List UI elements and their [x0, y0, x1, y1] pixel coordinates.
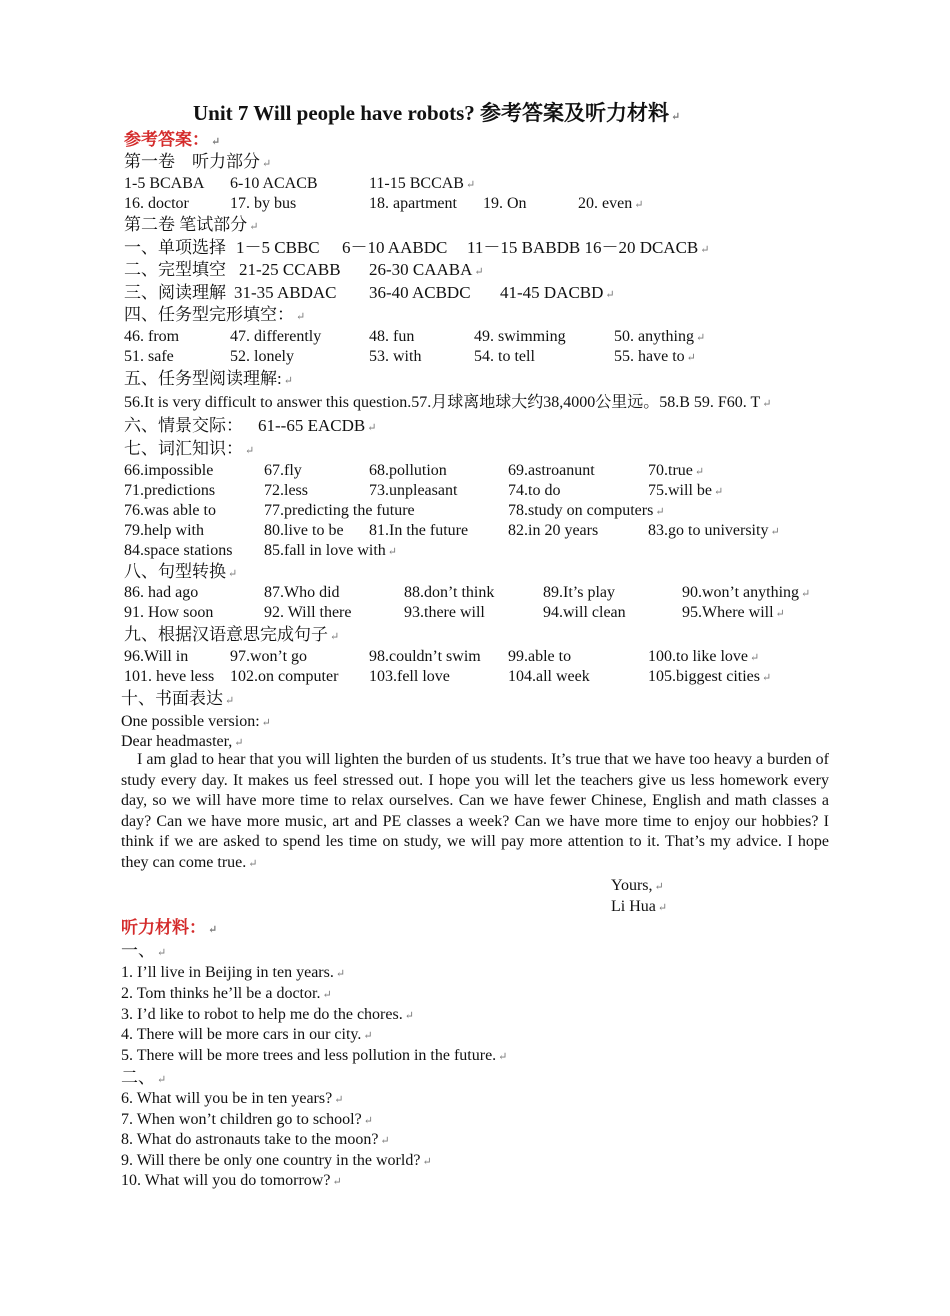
answer-cell: 99.able to [508, 648, 572, 665]
answer-cell: 53. with [369, 348, 422, 365]
script-line: 5. There will be more trees and less pollution in the future. ↵ [121, 1046, 507, 1067]
script-line: 8. What do astronauts take to the moon? ↵ [121, 1130, 390, 1151]
vocab-row-2 [124, 481, 824, 501]
listening-row-2 [124, 194, 824, 214]
section-label: 二、完型填空 [124, 260, 226, 279]
answer-cell: 97.won’t go [230, 648, 308, 665]
answer-cell: 103.fell love [369, 668, 450, 685]
answer-cell: 11-15 BCCAB ↵ [369, 174, 475, 195]
writing-closing: Yours, ↵ [611, 876, 664, 897]
document-title: Unit 7 Will people have robots? 参考答案及听力材料 ↵ [193, 100, 680, 130]
vocab-row-1 [124, 461, 824, 481]
writing-body [121, 750, 829, 875]
answer-cell: 91. How soon [124, 604, 214, 621]
answer-cell: 88.don’t think [404, 584, 495, 601]
answer-cell: 1－5 CBBC [236, 238, 320, 257]
transform-row-2 [124, 603, 824, 623]
complete-row-1 [124, 647, 824, 667]
task-cloze-row-1 [124, 327, 824, 347]
answer-cell: 100.to like love ↵ [648, 647, 759, 668]
answer-cell: 73.unpleasant [369, 482, 458, 499]
answer-cell: 95.Where will ↵ [682, 603, 785, 624]
answer-cell: 6-10 ACACB [230, 175, 318, 192]
writing-version: One possible version: ↵ [121, 712, 271, 733]
script-line: 2. Tom thinks he’ll be a doctor. ↵ [121, 984, 332, 1005]
section-label: 三、阅读理解 [124, 283, 226, 302]
script-line: 4. There will be more cars in our city. ↵ [121, 1025, 373, 1046]
answer-cell: 92. Will there [264, 604, 352, 621]
answer-cell: 80.live to be [264, 522, 344, 539]
answer-cell: 47. differently [230, 328, 322, 345]
answer-cell: 61--65 EACDB ↵ [258, 416, 376, 438]
cloze-row [124, 260, 824, 280]
script-line: 9. Will there be only one country in the world? ↵ [121, 1151, 432, 1172]
script-line: 10. What will you do tomorrow? ↵ [121, 1171, 342, 1192]
answer-cell: 96.Will in [124, 648, 189, 665]
answer-cell: 26-30 CAABA ↵ [369, 260, 484, 282]
answer-cell: 55. have to ↵ [614, 347, 696, 368]
answer-cell: 87.Who did [264, 584, 340, 601]
task-reading-line: 56.It is very difficult to answer this question.57.月球离地球大约38,4000公里远。58.B 59. F60. T ↵ [124, 393, 772, 414]
answer-cell: 19. On [483, 195, 527, 212]
answer-cell: 72.less [264, 482, 308, 499]
answer-cell: 31-35 ABDAC [234, 283, 337, 302]
script-line: 7. When won’t children go to school? ↵ [121, 1110, 373, 1131]
answer-cell: 16. doctor [124, 195, 189, 212]
writing-heading: 十、书面表达 ↵ [121, 689, 234, 711]
answer-cell: 76.was able to [124, 502, 216, 519]
answer-cell: 78.study on computers ↵ [508, 501, 665, 522]
answer-cell: 21-25 CCABB [239, 260, 341, 279]
answer-cell: 86. had ago [124, 584, 199, 601]
answers-heading: 参考答案： ↵ [124, 130, 220, 152]
complete-heading: 九、根据汉语意思完成句子 ↵ [124, 625, 339, 647]
mc-row [124, 238, 824, 258]
answer-cell: 46. from [124, 328, 180, 345]
vocab-row-5 [124, 541, 824, 561]
task-cloze-row-2 [124, 347, 824, 367]
answer-cell: 1-5 BCABA [124, 175, 205, 192]
vocab-heading: 七、词汇知识： ↵ [124, 439, 254, 461]
answer-cell: 82.in 20 years [508, 522, 599, 539]
listening-row-1 [124, 174, 824, 194]
vocab-row-3 [124, 501, 824, 521]
answer-cell: 101. heve less [124, 668, 215, 685]
answer-cell: 66.impossible [124, 462, 214, 479]
answer-cell: 41-45 DACBD ↵ [500, 283, 615, 305]
answer-cell: 6－10 AABDC [342, 238, 448, 257]
task-reading-heading: 五、任务型阅读理解: ↵ [124, 369, 293, 391]
answer-cell: 83.go to university ↵ [648, 521, 780, 542]
writing-signature: Li Hua ↵ [611, 897, 667, 918]
answer-cell: 89.It’s play [543, 584, 615, 601]
vol2-heading: 第二卷 笔试部分 ↵ [124, 215, 258, 237]
answer-cell: 17. by bus [230, 195, 297, 212]
answer-cell: 18. apartment [369, 195, 457, 212]
section-label: 一、单项选择 [124, 238, 226, 257]
dialogue-row [124, 416, 824, 436]
answer-cell: 20. even ↵ [578, 194, 643, 215]
writing-body-text: I am glad to hear that you will lighten the burden of us students. It’s true that we have too heavy a burden of study every day. It makes us feel stressed out. I hope you will let the teachers give us less homework every day, so we will have more time to relax ourselves. Can we have fewer Chinese, English and math classes a day? Can we have more music, art and PE classes a week? Can we have more time to enjoy our hobbies? I think if we are asked to spend les time on study, we will pay more attention to it. That’s my advice. I hope they can come true. ↵ [121, 751, 829, 871]
answer-cell: 49. swimming [474, 328, 566, 345]
answer-cell: 84.space stations [124, 542, 233, 559]
script-line: 3. I’d like to robot to help me do the chores. ↵ [121, 1005, 414, 1026]
transform-heading: 八、句型转换 ↵ [124, 562, 237, 584]
answer-cell: 94.will clean [543, 604, 626, 621]
answer-cell: 105.biggest cities ↵ [648, 667, 771, 688]
part1-label: 一、 ↵ [121, 941, 166, 963]
answer-cell: 50. anything ↵ [614, 327, 705, 348]
answer-cell: 67.fly [264, 462, 302, 479]
answer-cell: 68.pollution [369, 462, 447, 479]
answer-cell: 93.there will [404, 604, 485, 621]
answer-cell: 48. fun [369, 328, 415, 345]
script-line: 1. I’ll live in Beijing in ten years. ↵ [121, 963, 345, 984]
listening-material-heading: 听力材料： ↵ [121, 918, 217, 940]
vol1-heading: 第一卷 听力部分 ↵ [124, 152, 271, 174]
answer-cell: 71.predictions [124, 482, 216, 499]
writing-salutation: Dear headmaster, ↵ [121, 732, 244, 753]
answer-cell: 81.In the future [369, 522, 469, 539]
answer-cell: 69.astroanunt [508, 462, 595, 479]
answer-cell: 77.predicting the future [264, 502, 415, 519]
reading-row [124, 283, 824, 303]
answer-cell: 70.true ↵ [648, 461, 704, 482]
section-label: 六、情景交际： [124, 416, 243, 435]
answer-cell: 90.won’t anything ↵ [682, 583, 810, 604]
answer-cell: 104.all week [508, 668, 590, 685]
script-line: 6. What will you be in ten years? ↵ [121, 1089, 343, 1110]
part2-label: 二、 ↵ [121, 1068, 166, 1090]
vocab-row-4 [124, 521, 824, 541]
answer-cell: 52. lonely [230, 348, 294, 365]
answer-cell: 75.will be ↵ [648, 481, 723, 502]
answer-cell: 85.fall in love with ↵ [264, 541, 397, 562]
answer-cell: 11－15 BABDB 16－20 DCACB ↵ [467, 238, 709, 260]
answer-cell: 102.on computer [230, 668, 339, 685]
answer-cell: 54. to tell [474, 348, 535, 365]
answer-cell: 36-40 ACBDC [369, 283, 471, 302]
answer-cell: 74.to do [508, 482, 561, 499]
transform-row-1 [124, 583, 824, 603]
answer-cell: 79.help with [124, 522, 204, 539]
answer-cell: 51. safe [124, 348, 174, 365]
task-cloze-heading: 四、任务型完形填空： ↵ [124, 305, 305, 327]
answer-cell: 98.couldn’t swim [369, 648, 481, 665]
complete-row-2 [124, 667, 824, 687]
